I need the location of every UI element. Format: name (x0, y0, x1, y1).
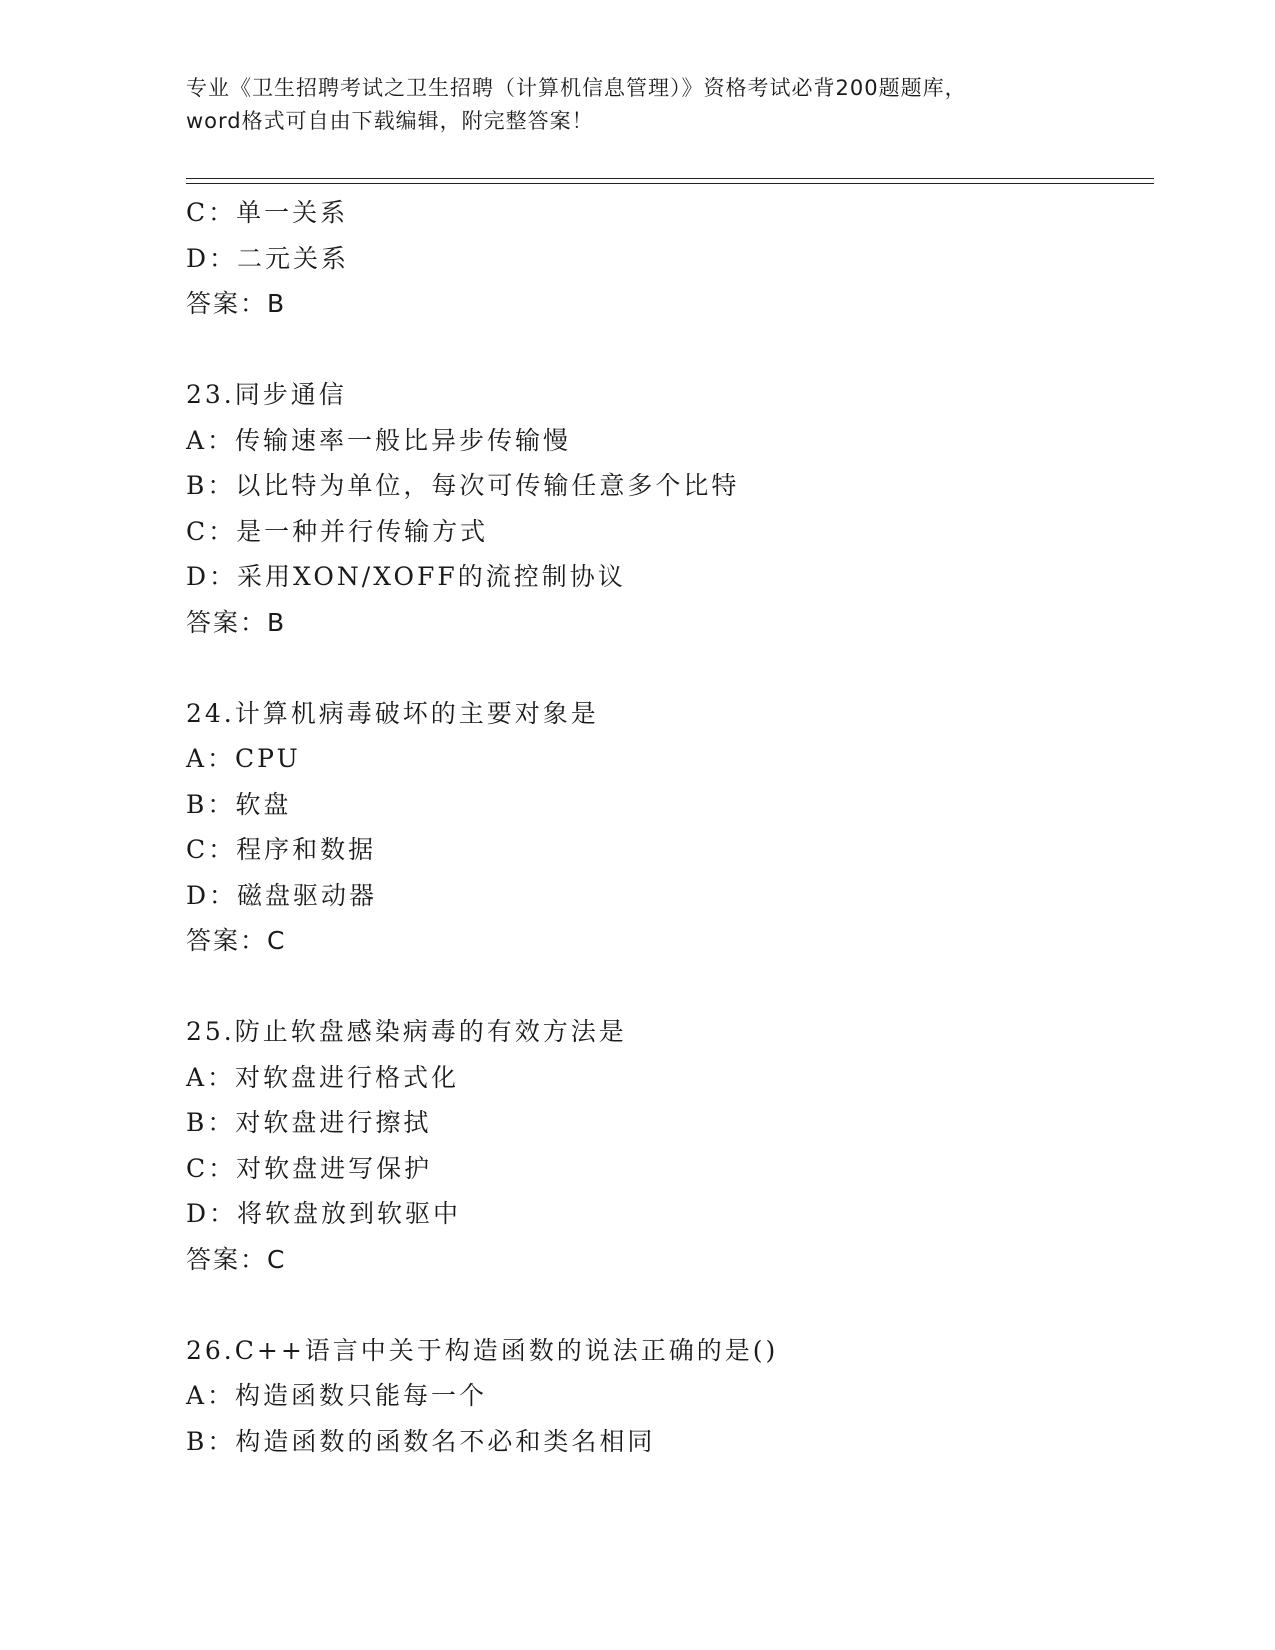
header-title-line: 专业《卫生招聘考试之卫生招聘（计算机信息管理）》资格考试必背200题题库， (186, 76, 967, 100)
header-divider-top (186, 178, 1154, 179)
q24-option-b: B：软盘 (186, 789, 292, 819)
spacer (186, 645, 1146, 691)
q25-option-c: C：对软盘进写保护 (186, 1153, 433, 1183)
q22-option-d: D：二元关系 (186, 243, 350, 273)
q23-option-b: B：以比特为单位，每次可传输任意多个比特 (186, 471, 740, 500)
header-divider-bottom (186, 183, 1154, 184)
spacer (186, 1282, 1146, 1328)
spacer (186, 964, 1146, 1010)
q26-option-a: A：构造函数只能每一个 (186, 1381, 488, 1410)
q23-option-a: A：传输速率一般比异步传输慢 (186, 425, 572, 455)
question-list (186, 190, 1146, 1464)
q23-question: 23.同步通信 (186, 380, 347, 409)
header-subtitle-line: word格式可自由下载编辑，附完整答案！ (186, 109, 594, 133)
q22-answer: 答案：B (186, 289, 287, 318)
q25-option-a: A：对软盘进行格式化 (186, 1062, 460, 1092)
document-header (186, 72, 1086, 138)
q26-option-b: B：构造函数的函数名不必和类名相同 (186, 1426, 656, 1456)
q25-option-d: D：将软盘放到软驱中 (186, 1199, 462, 1228)
q25-question: 25.防止软盘感染病毒的有效方法是 (186, 1017, 627, 1046)
spacer (186, 327, 1146, 373)
q22-option-c: C：单一关系 (186, 198, 349, 227)
q23-option-c: C：是一种并行传输方式 (186, 516, 489, 546)
q24-option-c: C：程序和数据 (186, 835, 377, 864)
q23-answer: 答案：B (186, 607, 287, 637)
q24-option-d: D：磁盘驱动器 (186, 880, 378, 910)
q24-question: 24.计算机病毒破坏的主要对象是 (186, 698, 599, 728)
q23-option-d: D：采用XON/XOFF的流控制协议 (186, 562, 626, 591)
q24-answer: 答案：C (186, 926, 287, 955)
q25-option-b: B：对软盘进行擦拭 (186, 1108, 432, 1137)
q26-question: 26.C++语言中关于构造函数的说法正确的是() (186, 1335, 779, 1365)
q24-option-a: A：CPU (186, 744, 301, 773)
q25-answer: 答案：C (186, 1244, 287, 1274)
